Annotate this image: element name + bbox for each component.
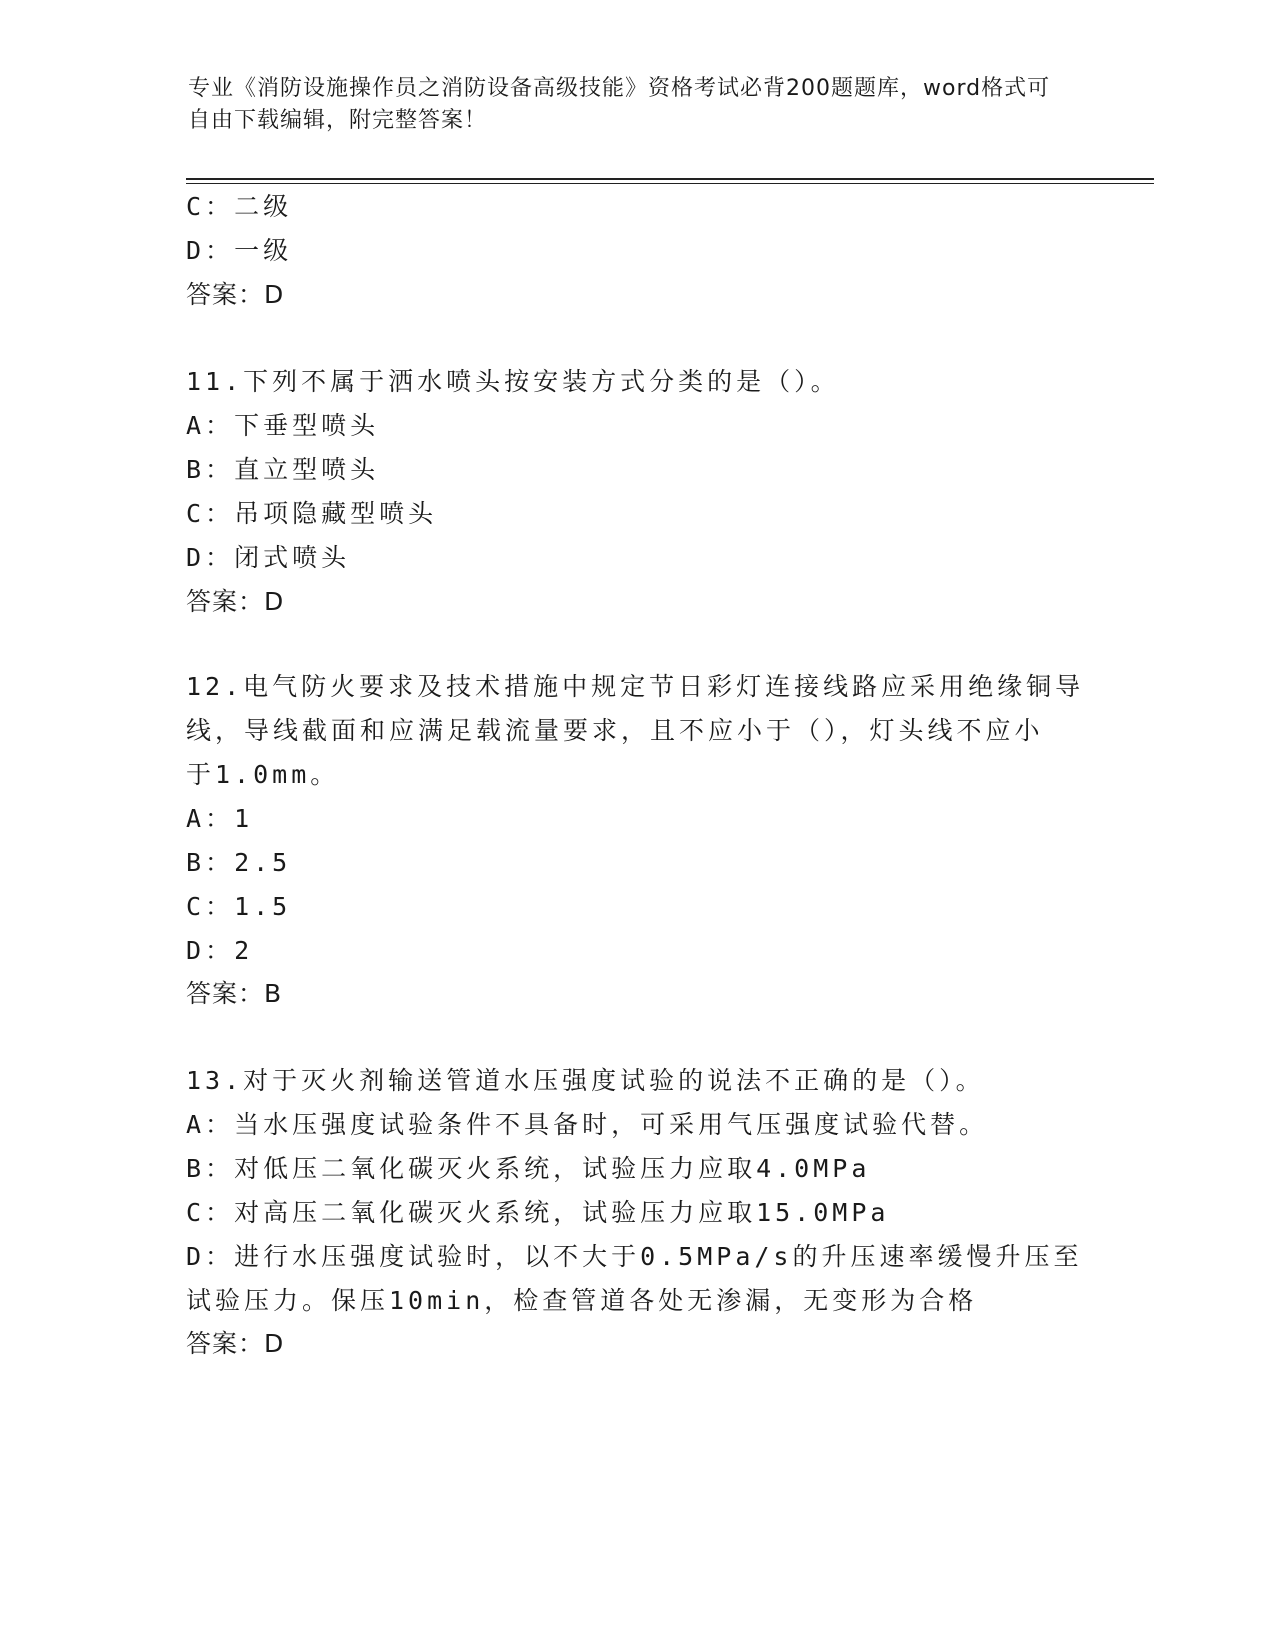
q12-option-b: B：2.5 xyxy=(186,848,292,877)
q13-option-c: C：对高压二氧化碳灭火系统，试验压力应取15.0MPa xyxy=(186,1198,890,1227)
header-rule-thin xyxy=(186,183,1154,184)
q12-answer: 答案：B xyxy=(186,979,283,1008)
prev-option-d: D：一级 xyxy=(186,236,293,265)
q11-answer: 答案：D xyxy=(186,587,285,616)
q11-option-d: D：闭式喷头 xyxy=(186,543,351,572)
q12-stem-line-3: 于1.0mm。 xyxy=(186,760,340,789)
q13-stem: 13.对于灭火剂输送管道水压强度试验的说法不正确的是（）。 xyxy=(186,1066,985,1095)
q11-option-c: C：吊项隐藏型喷头 xyxy=(186,499,438,528)
q11-stem: 11.下列不属于洒水喷头按安装方式分类的是（）。 xyxy=(186,367,840,396)
q12-option-c: C：1.5 xyxy=(186,892,292,921)
q13-answer: 答案：D xyxy=(186,1329,285,1358)
q13-option-d-continued: 试验压力。保压10min，检查管道各处无渗漏，无变形为合格 xyxy=(186,1286,978,1315)
prev-answer: 答案：D xyxy=(186,280,285,309)
q13-option-d: D：进行水压强度试验时，以不大于0.5MPa/s的升压速率缓慢升压至 xyxy=(186,1242,1083,1271)
header-rule-thick xyxy=(186,178,1154,180)
q12-option-a: A：1 xyxy=(186,804,254,833)
q12-stem-line-2: 线，导线截面和应满足载流量要求，且不应小于（），灯头线不应小 xyxy=(186,716,1044,745)
q11-option-a: A：下垂型喷头 xyxy=(186,411,380,440)
document-header: 专业《消防设施操作员之消防设备高级技能》资格考试必背200题题库，word格式可自由下载编辑，附完整答案！ xyxy=(188,76,1051,133)
q11-option-b: B：直立型喷头 xyxy=(186,455,380,484)
q13-option-b: B：对低压二氧化碳灭火系统，试验压力应取4.0MPa xyxy=(186,1154,871,1183)
q12-stem-line-1: 12.电气防火要求及技术措施中规定节日彩灯连接线路应采用绝缘铜导 xyxy=(186,672,1085,701)
q12-option-d: D：2 xyxy=(186,936,254,965)
prev-option-c: C：二级 xyxy=(186,192,293,221)
q13-option-a: A：当水压强度试验条件不具备时，可采用气压强度试验代替。 xyxy=(186,1110,989,1139)
